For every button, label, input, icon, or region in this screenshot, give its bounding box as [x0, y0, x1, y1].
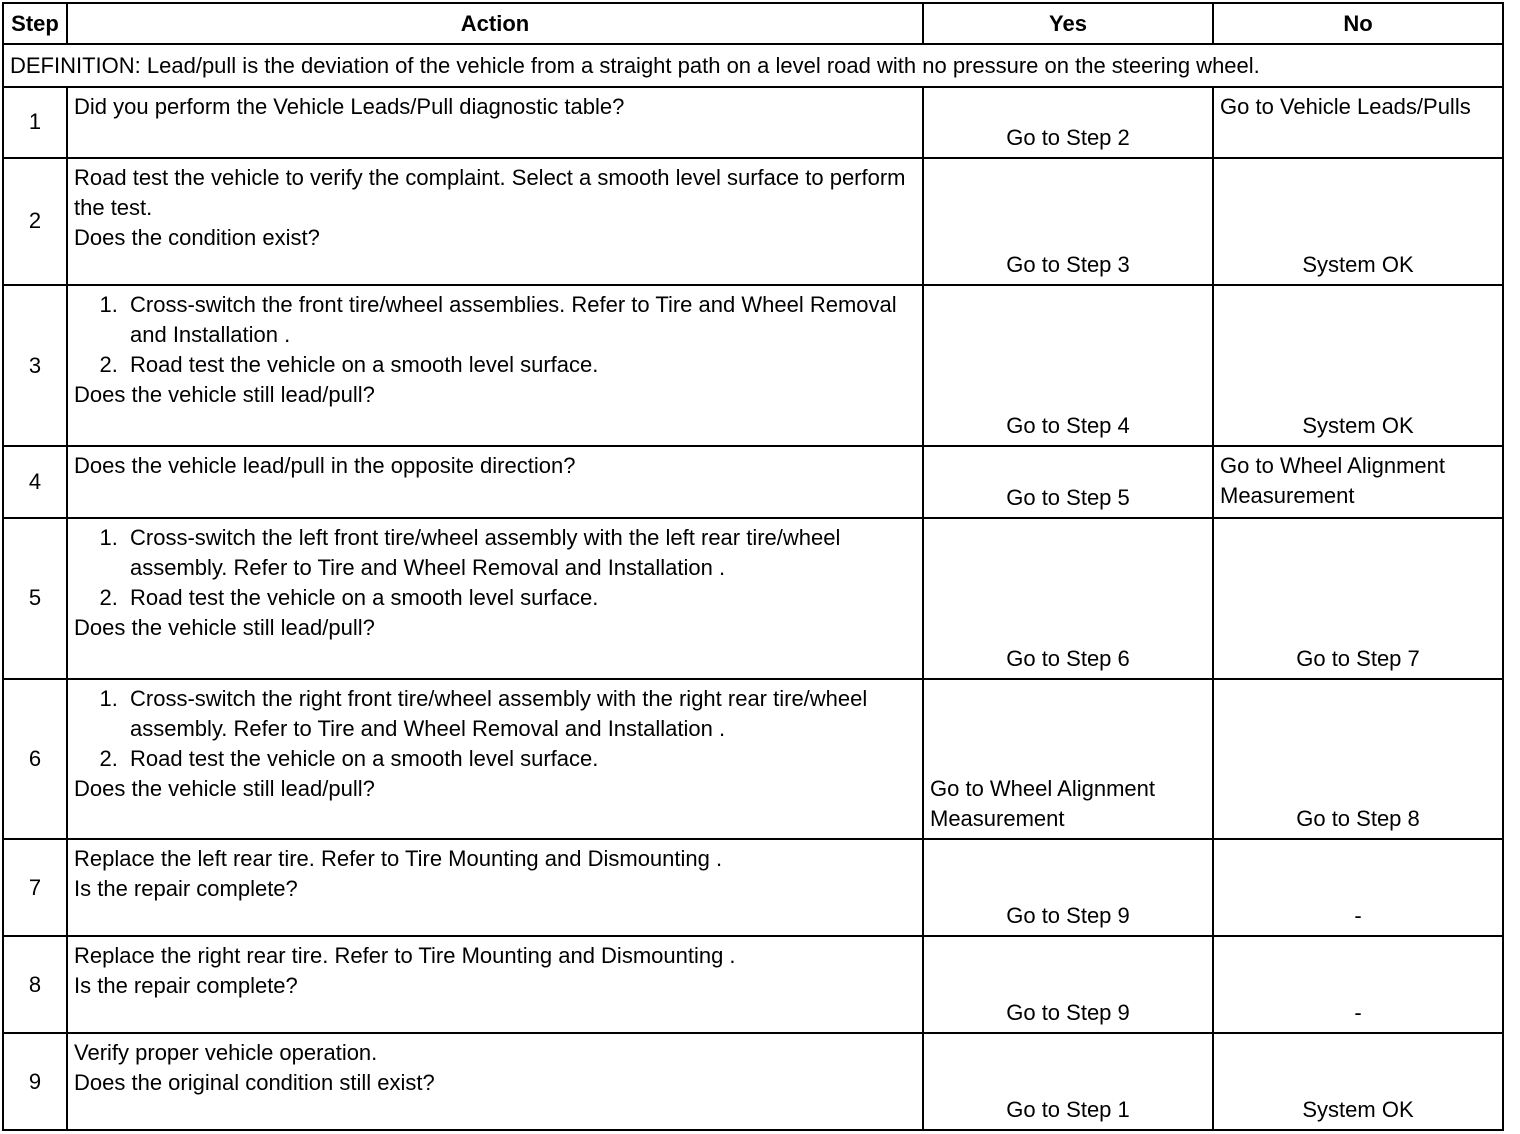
- header-yes: Yes: [923, 3, 1213, 44]
- table-row: [3, 1033, 1503, 1130]
- table-row: [3, 936, 1503, 1033]
- action-list: [74, 290, 916, 380]
- action-list-item: 1. Cross-switch the front tire/wheel assemblies. Refer to Tire and Wheel Removal and Installation .: [124, 290, 916, 350]
- definition-row: [3, 44, 1503, 87]
- yes-cell: Go to Step 9: [923, 936, 1213, 1033]
- action-question: Is the repair complete?: [74, 876, 298, 902]
- header-no: No: [1213, 3, 1503, 44]
- yes-cell: Go to Step 6: [923, 518, 1213, 679]
- header-step: Step: [3, 3, 67, 44]
- step-number: 4: [3, 446, 67, 518]
- no-cell: -: [1213, 936, 1503, 1033]
- table-row: [3, 158, 1503, 286]
- step-number: 3: [3, 285, 67, 446]
- step-number: 9: [3, 1033, 67, 1130]
- action-list-item: 1. Cross-switch the left front tire/wheel assembly with the left rear tire/wheel assembly. Refer to Tire and Wheel Removal and Installation .: [124, 523, 916, 583]
- header-action: Action: [67, 3, 923, 44]
- action-question: Does the vehicle still lead/pull?: [74, 382, 375, 408]
- step-number: 2: [3, 158, 67, 286]
- action-cell: [67, 839, 923, 936]
- yes-cell: Go to Step 9: [923, 839, 1213, 936]
- action-list-item: 1. Cross-switch the right front tire/wheel assembly with the right rear tire/wheel assembly. Refer to Tire and Wheel Removal and Installation .: [124, 684, 916, 744]
- step-number: 1: [3, 87, 67, 157]
- table-row: [3, 679, 1503, 840]
- yes-cell: Go to Step 3: [923, 158, 1213, 286]
- table-row: [3, 839, 1503, 936]
- yes-cell: Go to Step 5: [923, 446, 1213, 518]
- action-cell: [67, 446, 923, 518]
- action-cell: [67, 518, 923, 679]
- step-number: 7: [3, 839, 67, 936]
- no-cell: System OK: [1213, 285, 1503, 446]
- action-list: [74, 684, 916, 774]
- table-row: [3, 518, 1503, 679]
- no-cell: -: [1213, 839, 1503, 936]
- action-cell: [67, 679, 923, 840]
- action-text: Replace the left rear tire. Refer to Tire Mounting and Dismounting .: [74, 846, 723, 872]
- action-text: Road test the vehicle to verify the complaint. Select a smooth level surface to perform the test.: [74, 164, 906, 220]
- action-text: Did you perform the Vehicle Leads/Pull diagnostic table?: [74, 94, 625, 120]
- action-text: Replace the right rear tire. Refer to Tire Mounting and Dismounting .: [74, 943, 736, 969]
- table-row: [3, 87, 1503, 157]
- action-list: [74, 523, 916, 613]
- diagnostic-table: [2, 2, 1504, 1131]
- table-row: [3, 446, 1503, 518]
- no-cell: Go to Vehicle Leads/Pulls: [1213, 87, 1503, 157]
- action-list-item: 2. Road test the vehicle on a smooth level surface.: [124, 583, 916, 613]
- step-number: 5: [3, 518, 67, 679]
- yes-cell: Go to Wheel Alignment Measurement: [923, 679, 1213, 840]
- step-number: 6: [3, 679, 67, 840]
- no-cell: System OK: [1213, 1033, 1503, 1130]
- no-cell: Go to Step 8: [1213, 679, 1503, 840]
- action-cell: [67, 285, 923, 446]
- action-cell: [67, 158, 923, 286]
- header-row: [3, 3, 1503, 44]
- no-cell: Go to Step 7: [1213, 518, 1503, 679]
- action-cell: [67, 936, 923, 1033]
- action-question: Does the vehicle still lead/pull?: [74, 775, 375, 801]
- action-list-item: 2. Road test the vehicle on a smooth level surface.: [124, 744, 916, 774]
- step-number: 8: [3, 936, 67, 1033]
- action-question: Does the original condition still exist?: [74, 1070, 435, 1096]
- action-cell: [67, 1033, 923, 1130]
- action-question: Does the condition exist?: [74, 224, 320, 250]
- table-row: [3, 285, 1503, 446]
- action-text: Does the vehicle lead/pull in the opposite direction?: [74, 452, 576, 478]
- definition-text: DEFINITION: Lead/pull is the deviation of the vehicle from a straight path on a level road with no pressure on the steering wheel.: [3, 44, 1503, 87]
- action-question: Does the vehicle still lead/pull?: [74, 615, 375, 641]
- no-cell: Go to Wheel Alignment Measurement: [1213, 446, 1503, 518]
- action-list-item: 2. Road test the vehicle on a smooth level surface.: [124, 350, 916, 380]
- yes-cell: Go to Step 2: [923, 87, 1213, 157]
- action-cell: [67, 87, 923, 157]
- yes-cell: Go to Step 1: [923, 1033, 1213, 1130]
- yes-cell: Go to Step 4: [923, 285, 1213, 446]
- no-cell: System OK: [1213, 158, 1503, 286]
- action-text: Verify proper vehicle operation.: [74, 1040, 378, 1066]
- action-question: Is the repair complete?: [74, 973, 298, 999]
